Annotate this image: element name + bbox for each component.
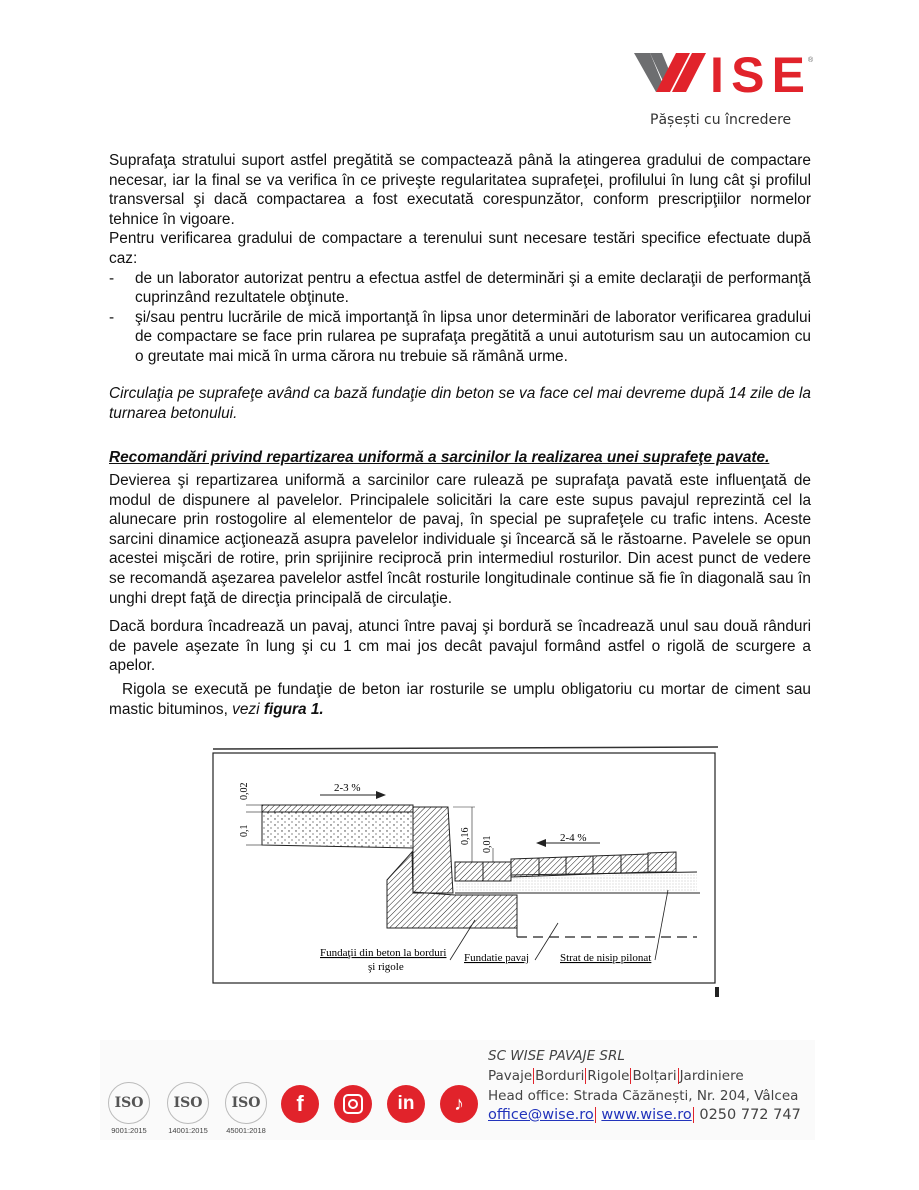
product: Jardiniere (679, 1068, 744, 1084)
product: Rigole (587, 1068, 630, 1084)
list-item (109, 269, 811, 308)
slope-right-label: 2-4 % (560, 832, 587, 844)
address: Head office: Strada Căzănești, Nr. 204, Vâlcea (488, 1088, 799, 1104)
figure-ref-prefix: vezi (232, 700, 264, 718)
footer (100, 1040, 815, 1140)
bullet: - (109, 269, 115, 287)
iso-45001-badge (224, 1082, 268, 1135)
paragraph-text: Suprafaţa stratului suport astfel pregătită se compactează până la atingerea gradului de compactare necesar, iar la final se va verifica în ce priveşte regularitatea suprafeţei, profilului în lung cât şi profilul transversal şi dacă compactarea a fost executată corespunzător, conform prescripţiilor normelor tehnice în vigoare. (109, 152, 811, 228)
bullet-text: de un laborator autorizat pentru a efectua astfel de determinări şi a emite declaraţii de performanţă cuprinzând rezultatele obţinute. (135, 269, 811, 307)
iso-caption: 9001:2015 (111, 1126, 147, 1135)
paragraph-text: Pentru verificarea gradului de compactare a terenului sunt necesare testări specifice efectuate după caz: (109, 230, 811, 267)
product-list (488, 1068, 744, 1084)
product: Borduri (535, 1068, 585, 1084)
bullet-text: şi/sau pentru lucrările de mică importanţă în lipsa unor determinări de laborator verificarea gradului de compactare se face prin rularea pe suprafaţa pregătită a unui autoturism sau un autocamion cu o greutate mai mică în urma cărora nu trebuie să rămână urme. (135, 308, 811, 365)
paragraph-load-distribution: Devierea şi repartizarea uniformă a sarcinilor care rulează pe suprafaţa pavată este influenţată de modul de dispunere al pavelelor. Principalele solicitări la care este supus pavajul reprezintă cel la alunecare prin rostogolire al elementelor de pavaj, în special pe suprafeţele cu trafic intens. Aceste sarcini dinamice acţionează asupra pavelelor individuale şi încearcă să le răstoarne. Pavelele se opun acestei mişcări de rotire, prin sprijinire reciprocă prin intermediul rosturilor. Din acest punct de vedere se recomandă aşezarea pavelelor astfel încât rosturile longitudinale continue să fie în diagonală sau în unghi drept faţă de direcţia principală de circulaţie. (109, 472, 811, 607)
contact-line (488, 1107, 801, 1123)
email-link[interactable]: office@wise.ro (488, 1107, 594, 1123)
iso-14001-badge (166, 1082, 210, 1135)
iso-caption: 45001:2018 (226, 1126, 266, 1135)
paragraph-compaction (109, 151, 811, 367)
svg-text:ISE: ISE (710, 48, 805, 103)
iso-9001-badge (107, 1082, 151, 1135)
company-name: SC WISE PAVAJE SRL (488, 1048, 625, 1064)
instagram-icon[interactable] (334, 1085, 372, 1123)
label-pavement-foundation: Fundatie pavaj (464, 952, 530, 964)
label-curb-foundation-2: şi rigole (368, 961, 404, 973)
iso-icon: ISO (225, 1082, 267, 1124)
tagline: Pășești cu încredere (650, 112, 792, 128)
iso-caption: 14001:2015 (168, 1126, 208, 1135)
svg-text:®: ® (808, 57, 814, 64)
slope-left-label: 2-3 % (334, 782, 361, 794)
product: Bolțari (632, 1068, 677, 1084)
dim-label: 0,02 (239, 782, 250, 800)
iso-icon: ISO (108, 1082, 150, 1124)
linkedin-icon[interactable]: in (387, 1085, 425, 1123)
paragraph-curb: Dacă bordura încadrează un pavaj, atunci între pavaj şi bordură se încadrează unul sau două rânduri de pavele aşezate în lung şi cu 1 cm mai jos decât pavajul formând astfel o rigolă de scurgere a apelor. (109, 618, 811, 675)
label-sand-layer: Strat de nisip pilonat (560, 952, 652, 964)
facebook-icon[interactable]: f (281, 1085, 319, 1123)
label-curb-foundation: Fundaţii din beton la borduri (320, 947, 447, 959)
figure-1-diagram (210, 745, 722, 997)
paragraph-text: Rigola se execută pe fundaţie de beton iar rosturile se umplu obligatoriu cu mortar de ciment sau mastic bituminos, (109, 681, 811, 718)
website-link[interactable]: www.wise.ro (601, 1107, 692, 1123)
paragraph-gutter (109, 680, 811, 719)
list-item (109, 308, 811, 367)
product: Pavaje (488, 1068, 533, 1084)
figure-ref: figura 1. (263, 700, 324, 718)
tiktok-icon[interactable]: ♪ (440, 1085, 478, 1123)
paragraph-traffic-note: Circulaţia pe suprafeţe având ca bază fundaţie din beton se va face cel mai devreme după 14 zile de la turnarea betonului. (109, 385, 811, 422)
dim-label: 0,1 (239, 824, 250, 837)
iso-icon: ISO (167, 1082, 209, 1124)
phone: 0250 772 747 (699, 1107, 801, 1123)
bullet: - (109, 308, 115, 326)
section-heading: Recomandări privind repartizarea uniformă a sarcinilor la realizarea unei suprafeţe pavate. (109, 449, 770, 466)
dim-label: 0,01 (482, 835, 493, 853)
dim-label: 0,16 (460, 827, 471, 845)
